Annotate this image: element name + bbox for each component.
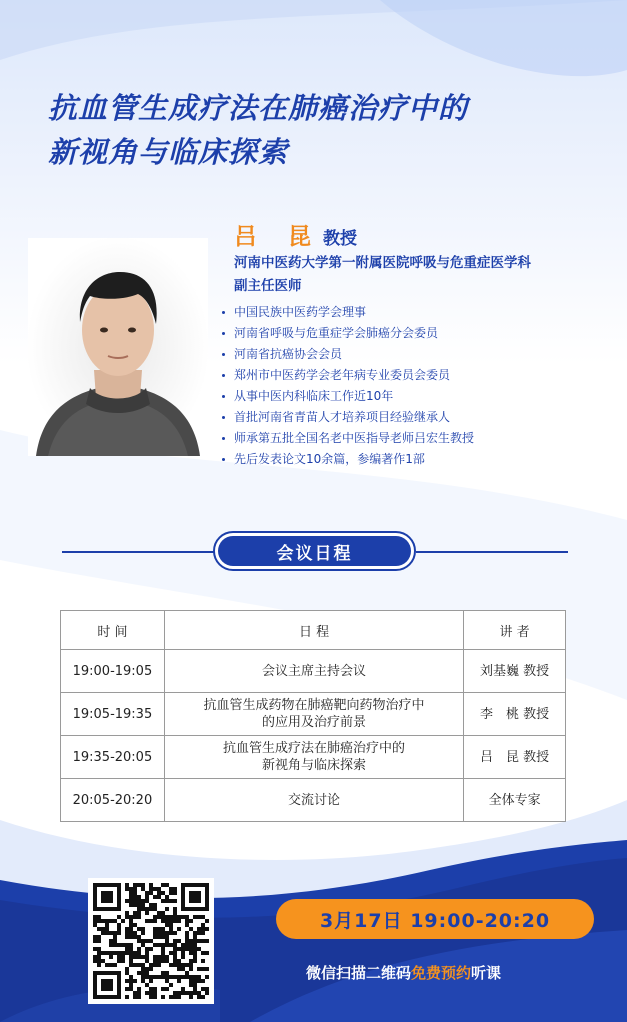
speaker-name-row (234, 218, 357, 250)
cta-text: 微信扫描二维码 (306, 964, 412, 982)
lecture-title-line2: 新视角与临床探索 (48, 135, 289, 169)
agenda-topic (164, 736, 463, 779)
topic-line: 的应用及治疗前景 (262, 715, 367, 730)
lecture-title-line1: 抗血管生成疗法在肺癌治疗中的 (48, 91, 469, 125)
table-row (61, 650, 566, 693)
topic-line: 抗血管生成药物在肺癌靶向药物治疗中 (203, 698, 425, 713)
agenda-speaker: 李 桃 教授 (464, 693, 566, 736)
cta-text-end: 听课 (471, 964, 502, 982)
agenda-time: 19:35-20:05 (61, 736, 165, 779)
agenda-speaker: 全体专家 (464, 779, 566, 822)
agenda-speaker: 吕 昆 教授 (464, 736, 566, 779)
table-row (61, 779, 566, 822)
topic-line: 会议主席主持会议 (262, 663, 367, 679)
agenda-topic (164, 693, 463, 736)
agenda-table (60, 610, 566, 822)
agenda-heading: 会议日程 (218, 536, 411, 566)
speaker-affiliation (234, 252, 614, 298)
cta-highlight: 免费预约 (411, 964, 472, 982)
role-item: 郑州市中医药学会老年病专业委员会委员 (222, 365, 612, 386)
qr-code-icon[interactable] (88, 878, 214, 1004)
topic-line: 交流讨论 (288, 792, 341, 808)
registration-cta (306, 962, 566, 983)
portrait-illustration (28, 238, 208, 456)
col-header-time: 时 间 (61, 611, 165, 650)
table-row (61, 736, 566, 779)
agenda-header-row (61, 611, 566, 650)
speaker-portrait (28, 238, 208, 456)
col-header-topic: 日 程 (164, 611, 463, 650)
role-item: 师承第五批全国名老中医指导老师吕宏生教授 (222, 428, 612, 449)
agenda-heading-badge (213, 531, 416, 571)
topic-line: 抗血管生成疗法在肺癌治疗中的 (223, 741, 406, 756)
speaker-roles-list (222, 302, 612, 470)
topic-line: 新视角与临床探索 (262, 758, 367, 773)
speaker-title: 教授 (323, 229, 357, 249)
affiliation-line2: 副主任医师 (234, 278, 302, 294)
agenda-time: 20:05-20:20 (61, 779, 165, 822)
role-item: 河南省呼吸与危重症学会肺癌分会委员 (222, 323, 612, 344)
table-row (61, 693, 566, 736)
lecture-title (48, 86, 608, 174)
col-header-speaker: 讲 者 (464, 611, 566, 650)
role-item: 河南省抗癌协会会员 (222, 344, 612, 365)
affiliation-line1: 河南中医药大学第一附属医院呼吸与危重症医学科 (234, 255, 531, 271)
agenda-topic (164, 650, 463, 693)
section-divider-right (416, 551, 568, 553)
agenda-speaker: 刘基巍 教授 (464, 650, 566, 693)
agenda-topic (164, 779, 463, 822)
speaker-name: 吕 昆 (234, 224, 315, 250)
section-divider-left (62, 551, 214, 553)
role-item: 中国民族中医药学会理事 (222, 302, 612, 323)
qr-code-graphic (93, 883, 209, 999)
role-item: 先后发表论文10余篇，参编著作1部 (222, 449, 612, 470)
role-item: 首批河南省青苗人才培养项目经验继承人 (222, 407, 612, 428)
agenda-time: 19:00-19:05 (61, 650, 165, 693)
role-item: 从事中医内科临床工作近10年 (222, 386, 612, 407)
agenda-time: 19:05-19:35 (61, 693, 165, 736)
event-date-time: 3月17日 19:00-20:20 (276, 899, 594, 939)
